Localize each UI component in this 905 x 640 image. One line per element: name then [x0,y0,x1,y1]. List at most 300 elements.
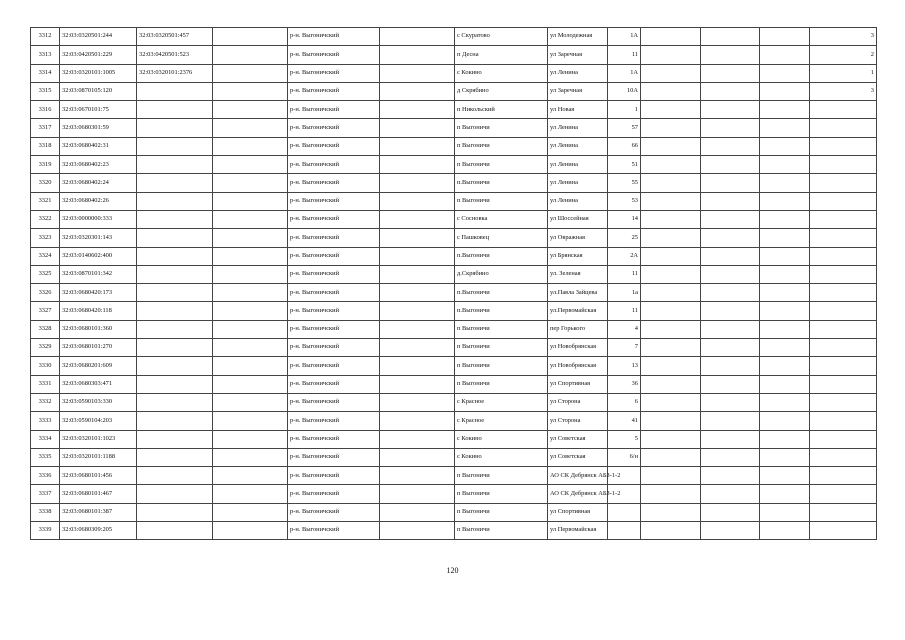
empty-cell [641,82,701,100]
row-number: 3321 [31,192,60,210]
count-cell [810,357,877,375]
empty-cell [213,192,288,210]
empty-cell [701,302,760,320]
street-cell: ул Первомайская [548,522,608,540]
settlement-cell: п Выгоничи [455,119,548,137]
empty-cell [760,357,810,375]
empty-cell [213,156,288,174]
cadastral-number-2 [137,448,213,466]
district-cell: р-н. Выгоничский [288,339,380,357]
cadastral-number-2 [137,284,213,302]
house-number: 2А [608,247,641,265]
settlement-cell: с Красное [455,412,548,430]
empty-cell [213,412,288,430]
empty-cell [760,82,810,100]
empty-cell [213,265,288,283]
street-cell: ул Заречная [548,82,608,100]
table-row [31,320,877,338]
settlement-cell: п Выгоничи [455,339,548,357]
cadastral-number-2: 32:03:0420501:523 [137,46,213,64]
count-cell [810,229,877,247]
empty-cell [701,503,760,521]
count-cell [810,302,877,320]
table-row [31,119,877,137]
cadastral-number: 32:03:0680402:31 [60,137,137,155]
empty-cell [213,357,288,375]
count-cell [810,137,877,155]
empty-cell [641,64,701,82]
empty-cell [641,357,701,375]
house-number: 6/н [608,448,641,466]
empty-cell [701,467,760,485]
empty-cell [760,522,810,540]
district-cell: р-н. Выгоничский [288,28,380,46]
cadastral-number-2 [137,412,213,430]
row-number: 3318 [31,137,60,155]
house-number: 36 [608,375,641,393]
district-cell: р-н. Выгоничский [288,247,380,265]
street-cell: ул Сторона [548,393,608,411]
house-number [608,522,641,540]
table-row [31,82,877,100]
row-number: 3319 [31,156,60,174]
cadastral-number-2: 32:03:0320501:457 [137,28,213,46]
empty-cell [380,485,455,503]
registry-rows [31,28,877,540]
district-cell: р-н. Выгоничский [288,393,380,411]
district-cell: р-н. Выгоничский [288,430,380,448]
cadastral-number: 32:03:0680101:387 [60,503,137,521]
district-cell: р-н. Выгоничский [288,485,380,503]
empty-cell [380,46,455,64]
cadastral-number-2 [137,119,213,137]
table-row [31,448,877,466]
street-cell: ул. Зеленая [548,265,608,283]
empty-cell [380,503,455,521]
empty-cell [760,485,810,503]
empty-cell [701,46,760,64]
row-number: 3339 [31,522,60,540]
page-number: 120 [446,566,459,575]
empty-cell [213,430,288,448]
street-cell: ул Ленина [548,119,608,137]
cadastral-number-2 [137,503,213,521]
empty-cell [380,101,455,119]
settlement-cell: с Сосновка [455,210,548,228]
settlement-cell: п Никольский [455,101,548,119]
empty-cell [380,522,455,540]
empty-cell [213,28,288,46]
cadastral-number-2 [137,156,213,174]
empty-cell [213,247,288,265]
district-cell: р-н. Выгоничский [288,192,380,210]
house-number: 1а [608,284,641,302]
settlement-cell: с Красное [455,393,548,411]
district-cell: р-н. Выгоничский [288,174,380,192]
cadastral-number-2 [137,101,213,119]
empty-cell [641,284,701,302]
empty-cell [380,375,455,393]
empty-cell [380,284,455,302]
empty-cell [701,430,760,448]
empty-cell [213,339,288,357]
count-cell [810,339,877,357]
count-cell [810,448,877,466]
empty-cell [380,393,455,411]
district-cell: р-н. Выгоничский [288,522,380,540]
empty-cell [380,448,455,466]
empty-cell [760,320,810,338]
row-number: 3330 [31,357,60,375]
cadastral-number-2 [137,375,213,393]
empty-cell [701,375,760,393]
row-number: 3333 [31,412,60,430]
count-cell [810,430,877,448]
empty-cell [641,137,701,155]
settlement-cell: с Скуратово [455,28,548,46]
cadastral-number-2 [137,357,213,375]
empty-cell [641,339,701,357]
empty-cell [641,467,701,485]
table-row [31,430,877,448]
settlement-cell: п Выгоничи [455,156,548,174]
row-number: 3312 [31,28,60,46]
empty-cell [380,64,455,82]
house-number: 7 [608,339,641,357]
row-number: 3327 [31,302,60,320]
cadastral-number: 32:03:0870101:342 [60,265,137,283]
table-row [31,137,877,155]
empty-cell [380,247,455,265]
house-number: 14 [608,210,641,228]
empty-cell [641,46,701,64]
table-row [31,192,877,210]
empty-cell [380,265,455,283]
cadastral-number: 32:03:0320101:1023 [60,430,137,448]
row-number: 3337 [31,485,60,503]
empty-cell [701,393,760,411]
empty-cell [213,302,288,320]
empty-cell [701,448,760,466]
count-cell [810,284,877,302]
table-row [31,247,877,265]
row-number: 3329 [31,339,60,357]
empty-cell [760,467,810,485]
settlement-cell: с Кокино [455,64,548,82]
table-row [31,302,877,320]
street-cell: ул.Первомайская [548,302,608,320]
empty-cell [213,375,288,393]
table-row [31,210,877,228]
empty-cell [641,210,701,228]
empty-cell [760,430,810,448]
house-number: 41 [608,412,641,430]
house-number: 13 [608,357,641,375]
district-cell: р-н. Выгоничский [288,320,380,338]
table-row [31,229,877,247]
empty-cell [213,503,288,521]
settlement-cell: с Кокино [455,448,548,466]
table-row [31,467,877,485]
empty-cell [213,64,288,82]
table-row [31,64,877,82]
table-row [31,412,877,430]
cadastral-number: 32:03:0680402:24 [60,174,137,192]
cadastral-number: 32:03:0680420:173 [60,284,137,302]
cadastral-number-2 [137,210,213,228]
empty-cell [701,210,760,228]
empty-cell [760,46,810,64]
street-cell: пер Горького [548,320,608,338]
empty-cell [641,174,701,192]
house-number: 53 [608,192,641,210]
district-cell: р-н. Выгоничский [288,46,380,64]
settlement-cell: п Выгоничи [455,137,548,155]
house-number: 57 [608,119,641,137]
street-cell: ул Брянская [548,247,608,265]
house-number: 55 [608,174,641,192]
cadastral-number: 32:03:0420501:229 [60,46,137,64]
empty-cell [701,82,760,100]
district-cell: р-н. Выгоничский [288,156,380,174]
row-number: 3331 [31,375,60,393]
house-number [608,503,641,521]
empty-cell [641,229,701,247]
count-cell [810,467,877,485]
settlement-cell: п Выгоничи [455,503,548,521]
cadastral-number: 32:03:0320501:244 [60,28,137,46]
street-cell: ул Ленина [548,137,608,155]
street-cell: ул Спортивная [548,503,608,521]
empty-cell [760,503,810,521]
count-cell: 3 [810,82,877,100]
street-cell: ул Новобрянская [548,357,608,375]
cadastral-number-2 [137,522,213,540]
empty-cell [701,320,760,338]
empty-cell [760,412,810,430]
row-number: 3315 [31,82,60,100]
count-cell [810,393,877,411]
settlement-cell: п Выгоничи [455,192,548,210]
cadastral-number: 32:03:0590103:330 [60,393,137,411]
district-cell: р-н. Выгоничский [288,448,380,466]
empty-cell [380,156,455,174]
empty-cell [701,229,760,247]
table-row [31,522,877,540]
empty-cell [380,412,455,430]
cadastral-number: 32:03:0680309:205 [60,522,137,540]
empty-cell [760,229,810,247]
empty-cell [701,28,760,46]
empty-cell [701,119,760,137]
street-cell: ул Ленина [548,174,608,192]
street-cell: ул Новобрянская [548,339,608,357]
empty-cell [213,467,288,485]
house-number: 66 [608,137,641,155]
street-cell: ул Шоссейная [548,210,608,228]
street-cell: ул Ленина [548,64,608,82]
row-number: 3328 [31,320,60,338]
count-cell [810,210,877,228]
empty-cell [760,393,810,411]
table-row [31,339,877,357]
cadastral-number: 32:03:0680101:456 [60,467,137,485]
count-cell [810,485,877,503]
document-sheet [30,27,877,540]
row-number: 3323 [31,229,60,247]
cadastral-number-2 [137,485,213,503]
empty-cell [641,192,701,210]
count-cell: 2 [810,46,877,64]
house-number: 5 [608,430,641,448]
street-cell: ул Заречная [548,46,608,64]
house-number: 11 [608,302,641,320]
settlement-cell: д.Скрябино [455,265,548,283]
street-cell: ул Овражная [548,229,608,247]
cadastral-number: 32:03:0670101:75 [60,101,137,119]
settlement-cell: п.Выгоничи [455,247,548,265]
district-cell: р-н. Выгоничский [288,357,380,375]
table-row [31,357,877,375]
empty-cell [380,229,455,247]
settlement-cell: п Выгоничи [455,375,548,393]
empty-cell [701,64,760,82]
row-number: 3338 [31,503,60,521]
district-cell: р-н. Выгоничский [288,302,380,320]
district-cell: р-н. Выгоничский [288,101,380,119]
row-number: 3316 [31,101,60,119]
cadastral-number-2: 32:03:0320101:2376 [137,64,213,82]
empty-cell [701,137,760,155]
cadastral-number-2 [137,192,213,210]
cadastral-number: 32:03:0680301:59 [60,119,137,137]
empty-cell [701,247,760,265]
table-row [31,284,877,302]
settlement-cell: п.Выгоничи [455,174,548,192]
cadastral-number: 32:03:0680303:471 [60,375,137,393]
row-number: 3313 [31,46,60,64]
cadastral-number-2 [137,430,213,448]
house-number: 51 [608,156,641,174]
house-number: 4 [608,320,641,338]
settlement-cell: п Выгоничи [455,320,548,338]
empty-cell [213,522,288,540]
settlement-cell: п.Выгоничи [455,302,548,320]
empty-cell [641,302,701,320]
street-cell: ул Ленина [548,156,608,174]
row-number: 3317 [31,119,60,137]
cadastral-number-2 [137,265,213,283]
table-row [31,28,877,46]
empty-cell [641,485,701,503]
table-row [31,265,877,283]
cadastral-number-2 [137,247,213,265]
cadastral-number: 32:03:0680201:609 [60,357,137,375]
count-cell [810,156,877,174]
empty-cell [213,448,288,466]
street-cell: ул Спортивная [548,375,608,393]
empty-cell [380,137,455,155]
house-number: 10А [608,82,641,100]
row-number: 3320 [31,174,60,192]
table-row [31,485,877,503]
house-number: 1А [608,28,641,46]
cadastral-number-2 [137,82,213,100]
count-cell [810,320,877,338]
street-cell: ул Сторона [548,412,608,430]
cadastral-number: 32:03:0320301:143 [60,229,137,247]
empty-cell [641,265,701,283]
empty-cell [380,192,455,210]
street-cell: ул Молодежная [548,28,608,46]
count-cell [810,265,877,283]
settlement-cell: д Скрябино [455,82,548,100]
house-number: 6 [608,393,641,411]
empty-cell [760,137,810,155]
empty-cell [641,156,701,174]
empty-cell [760,174,810,192]
table-row [31,375,877,393]
empty-cell [641,393,701,411]
cadastral-number: 32:03:0140602:400 [60,247,137,265]
table-row [31,174,877,192]
empty-cell [760,375,810,393]
empty-cell [380,28,455,46]
table-row [31,503,877,521]
row-number: 3334 [31,430,60,448]
count-cell [810,101,877,119]
registry-table [30,27,877,540]
empty-cell [760,247,810,265]
street-cell: ул.Павла Зайцева [548,284,608,302]
count-cell: 3 [810,28,877,46]
cadastral-number: 32:03:0320101:1005 [60,64,137,82]
empty-cell [701,357,760,375]
cadastral-number: 32:03:0000000:333 [60,210,137,228]
cadastral-number: 32:03:0680402:23 [60,156,137,174]
street-cell: ул Ленина [548,192,608,210]
cadastral-number-2 [137,320,213,338]
empty-cell [641,119,701,137]
table-row [31,156,877,174]
street-cell: ул Советская [548,430,608,448]
empty-cell [213,284,288,302]
empty-cell [380,320,455,338]
empty-cell [701,101,760,119]
row-number: 3336 [31,467,60,485]
cadastral-number: 32:03:0680101:270 [60,339,137,357]
empty-cell [641,412,701,430]
row-number: 3325 [31,265,60,283]
cadastral-number-2 [137,229,213,247]
row-number: 3332 [31,393,60,411]
empty-cell [760,156,810,174]
cadastral-number: 32:03:0680420:118 [60,302,137,320]
count-cell [810,247,877,265]
street-cell: АО СК Дебрянск АБЗ-1-2 [548,485,608,503]
cadastral-number: 32:03:0870105:120 [60,82,137,100]
count-cell: 1 [810,64,877,82]
street-cell: ул Новая [548,101,608,119]
cadastral-number: 32:03:0680101:360 [60,320,137,338]
empty-cell [213,229,288,247]
settlement-cell: п Выгоничи [455,467,548,485]
table-row [31,393,877,411]
district-cell: р-н. Выгоничский [288,137,380,155]
empty-cell [760,339,810,357]
empty-cell [380,210,455,228]
empty-cell [760,284,810,302]
